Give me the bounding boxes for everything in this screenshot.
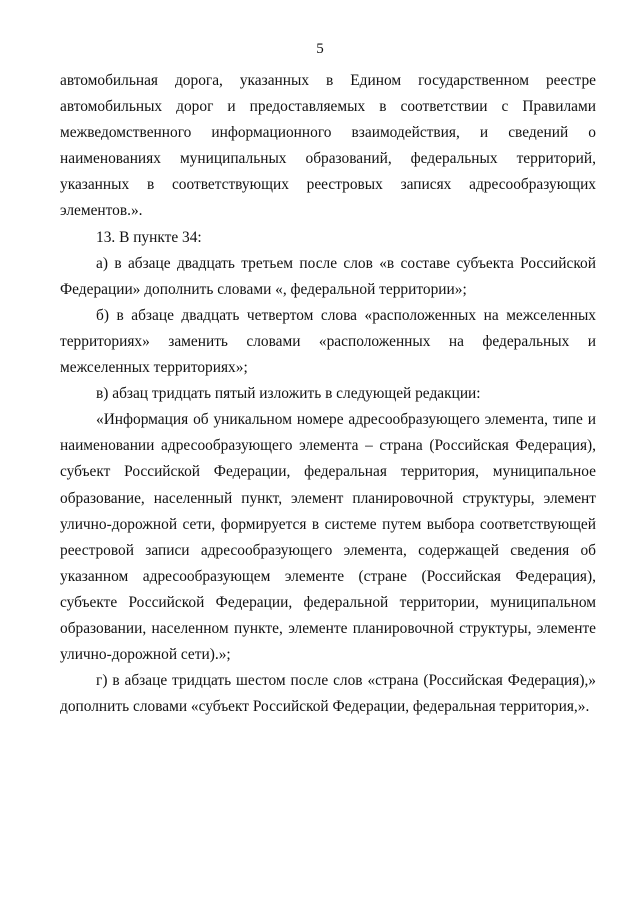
paragraph-subitem-g: г) в абзаце тридцать шестом после слов «страна (Российская Федерация),» дополнить словами «субъект Российской Федерации, федеральная территория,». [60, 672, 596, 716]
paragraph-subitem-v: в) абзац тридцать пятый изложить в следующей редакции: [96, 385, 481, 403]
document-body [60, 68, 596, 720]
paragraph-continuation: автомобильная дорога, указанных в Едином государственном реестре автомобильных дорог и предоставляемых в соответствии с Правилами межведомственного информационного взаимодействия, и сведений о наименованиях муниципальных образований, федеральных территорий, указанных в соответствующих реестровых записях адресообразующих элементов.». [60, 72, 596, 220]
paragraph-subitem-a: а) в абзаце двадцать третьем после слов «в составе субъекта Российской Федерации» дополнить словами «, федеральной территории»; [60, 254, 596, 298]
paragraph-item-13: 13. В пункте 34: [96, 228, 202, 246]
paragraph-subitem-b: б) в абзаце двадцать четвертом слова «расположенных на межселенных территориях» заменить словами «расположенных на федеральных и межселенных территориях»; [60, 306, 596, 377]
page-number: 5 [316, 41, 324, 57]
paragraph-quoted-text: «Информация об уникальном номере адресообразующего элемента, типе и наименовании адресообразующего элемента – страна (Российская Федерация), субъект Российской Федерации, федеральная территория, муниципальное образование, населенный пункт, элемент планировочной структуры, элемент улично-дорожной сети, формируется в системе путем выбора соответствующей реестровой записи адресообразующего элемента, содержащей сведения об указанном адресообразующем элементе (стране (Российская Федерация), субъекте Российской Федерации, федеральной территории, муниципальном образовании, населенном пункте, элементе планировочной структуры, элементе улично-дорожной сети).»; [60, 411, 596, 664]
